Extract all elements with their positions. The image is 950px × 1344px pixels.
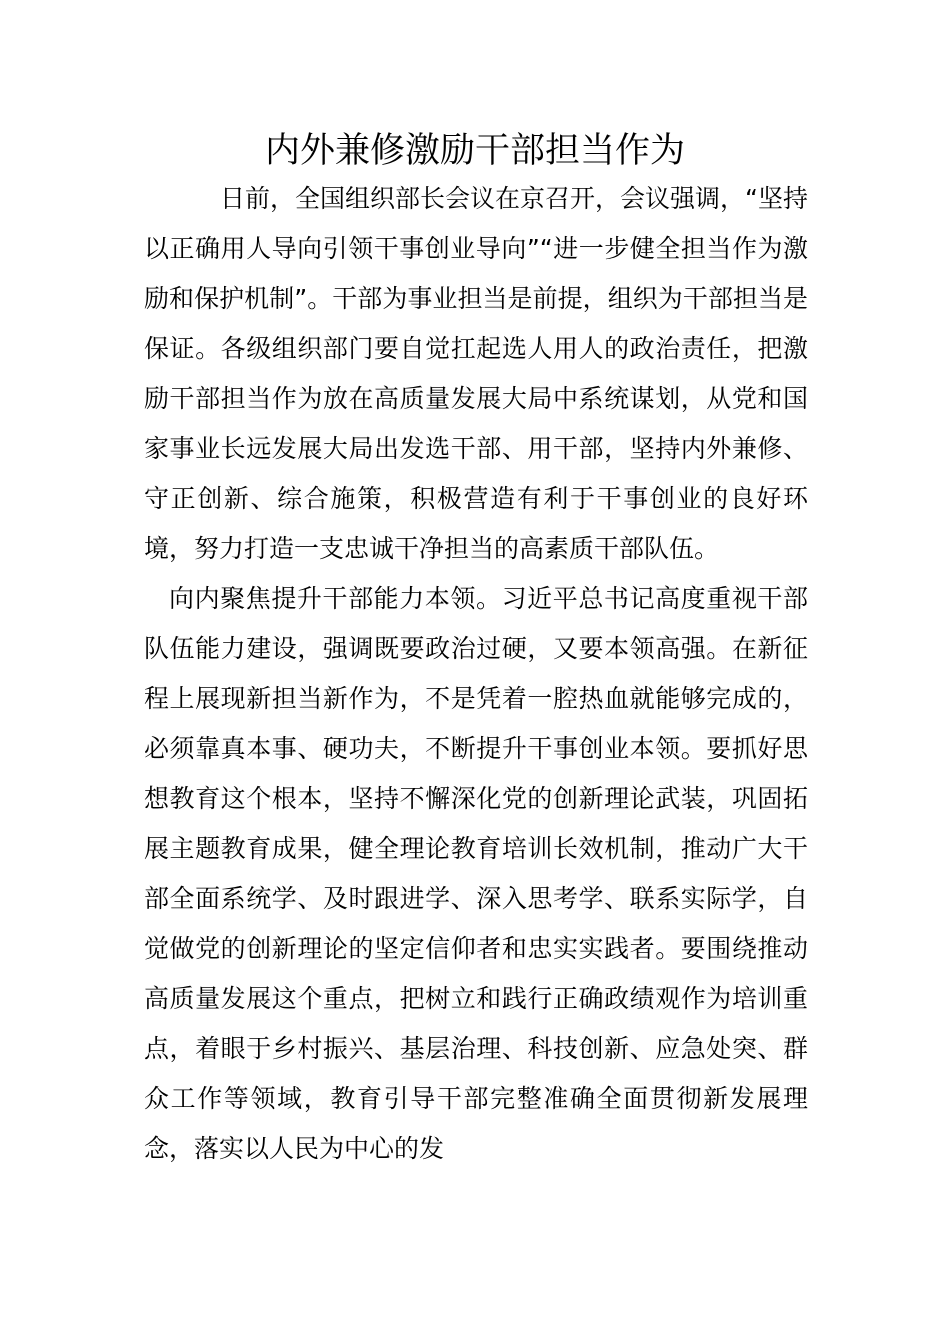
document-body xyxy=(144,174,808,1174)
paragraph-2: 向内聚焦提升干部能力本领。习近平总书记高度重视干部队伍能力建设，强调既要政治过硬，又要本领高强。在新征程上展现新担当新作为，不是凭着一腔热血就能够完成的，必须靠真本事、硬功夫，不断提升干事创业本领。要抓好思想教育这个根本，坚持不懈深化党的创新理论武装，巩固拓展主题教育成果，健全理论教育培训长效机制，推动广大干部全面系统学、及时跟进学、深入思考学、联系实际学，自觉做党的创新理论的坚定信仰者和忠实实践者。要围绕推动高质量发展这个重点，把树立和践行正确政绩观作为培训重点，着眼于乡村振兴、基层治理、科技创新、应急处突、群众工作等领域，教育引导干部完整准确全面贯彻新发展理念，落实以人民为中心的发 xyxy=(144,584,808,1163)
document-title: 内外兼修激励干部担当作为 xyxy=(264,131,685,171)
paragraph-1: 日前，全国组织部长会议在京召开，会议强调，“坚持以正确用人导向引领干事创业导向”“进一步健全担当作为激励和保护机制”。干部为事业担当是前提，组织为干部担当是保证。各级组织部门要自觉扛起选人用人的政治责任，把激励干部担当作为放在高质量发展大局中系统谋划，从党和国家事业长远发展大局出发选干部、用干部，坚持内外兼修、守正创新、综合施策，积极营造有利于干事创业的良好环境，努力打造一支忠诚干净担当的高素质干部队伍。 xyxy=(144,184,808,563)
